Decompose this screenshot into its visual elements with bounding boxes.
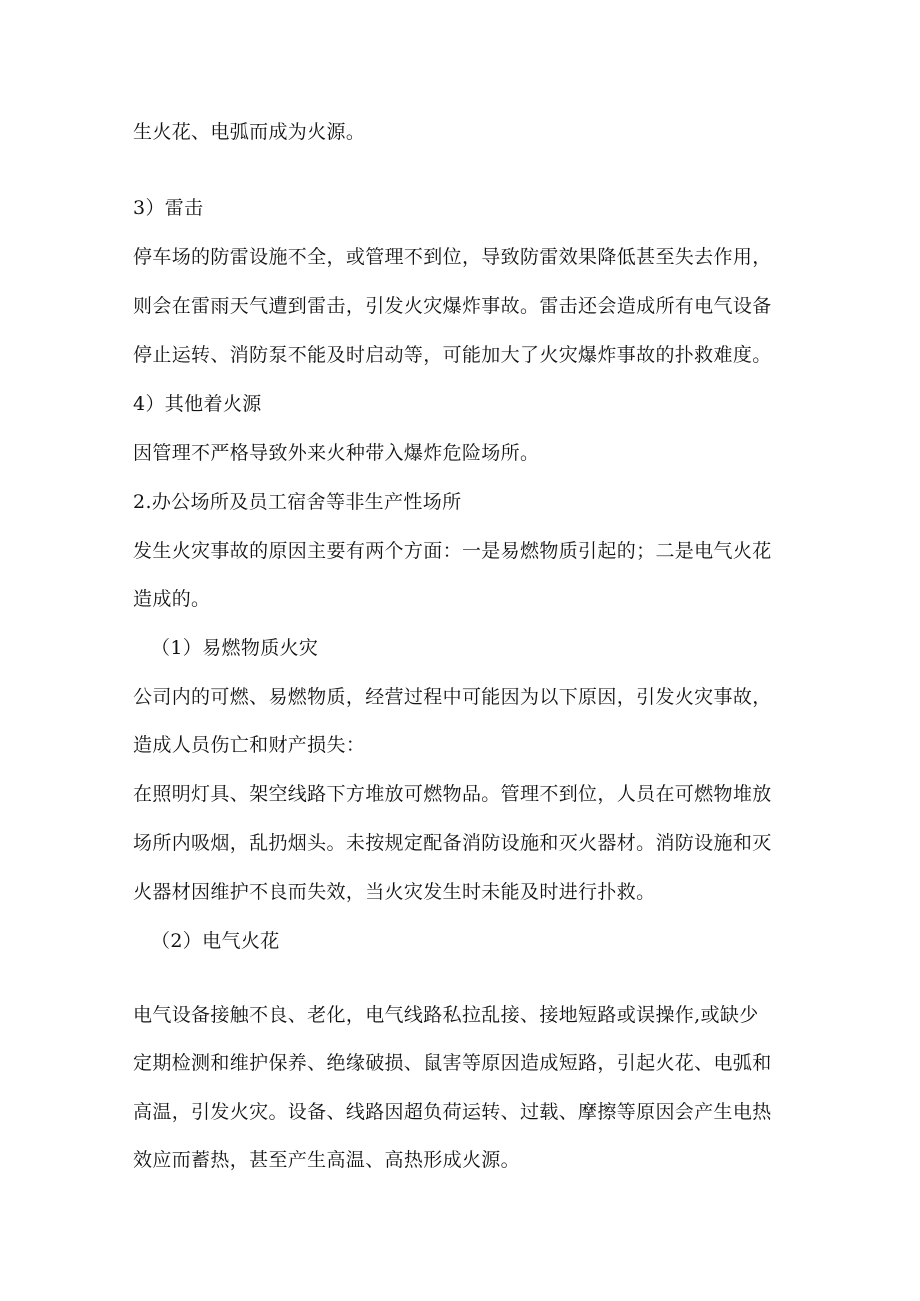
paragraph-line: 场所内吸烟，乱扔烟头。未按规定配备消防设施和灭火器材。消防设施和灭 bbox=[133, 832, 772, 854]
paragraph-line: 停车场的防雷设施不全，或管理不到位，导致防雷效果降低甚至失去作用， bbox=[133, 246, 772, 268]
paragraph-line: 则会在雷雨天气遭到雷击，引发火灾爆炸事故。雷击还会造成所有电气设备 bbox=[133, 295, 772, 317]
paragraph-line: 造成人员伤亡和财产损失： bbox=[133, 734, 366, 756]
paragraph-line: 高温，引发火灾。设备、线路因超负荷运转、过载、摩擦等原因会产生电热 bbox=[133, 1101, 772, 1123]
paragraph-line: 停止运转、消防泵不能及时启动等，可能加大了火灾爆炸事故的扑救难度。 bbox=[133, 344, 772, 366]
paragraph-line: 在照明灯具、架空线路下方堆放可燃物品。管理不到位，人员在可燃物堆放 bbox=[133, 783, 772, 805]
paragraph-line: 生火花、电弧而成为火源。 bbox=[133, 121, 366, 143]
paragraph-line: 因管理不严格导致外来火种带入爆炸危险场所。 bbox=[133, 442, 540, 464]
paragraph-line: 公司内的可燃、易燃物质，经营过程中可能因为以下原因，引发火灾事故， bbox=[133, 686, 772, 708]
section-heading: 4）其他着火源 bbox=[133, 393, 262, 415]
paragraph-line: 发生火灾事故的原因主要有两个方面：一是易燃物质引起的；二是电气火花 bbox=[133, 540, 772, 562]
paragraph-line: 火器材因维护不良而失效，当火灾发生时未能及时进行扑救。 bbox=[133, 881, 656, 903]
paragraph-line: 电气设备接触不良、老化，电气线路私拉乱接、接地短路或误操作,或缺少 bbox=[133, 1004, 759, 1026]
section-heading: 2.办公场所及员工宿舍等非生产性场所 bbox=[133, 491, 462, 513]
paragraph-line: 定期检测和维护保养、绝缘破损、鼠害等原因造成短路，引起火花、电弧和 bbox=[133, 1052, 772, 1074]
subsection-heading: （1）易燃物质火灾 bbox=[151, 637, 319, 659]
subsection-heading: （2）电气火花 bbox=[151, 930, 280, 952]
paragraph-line: 造成的。 bbox=[133, 588, 211, 610]
paragraph-line: 效应而蓄热，甚至产生高温、高热形成火源。 bbox=[133, 1149, 521, 1171]
section-heading: 3）雷击 bbox=[133, 197, 204, 219]
